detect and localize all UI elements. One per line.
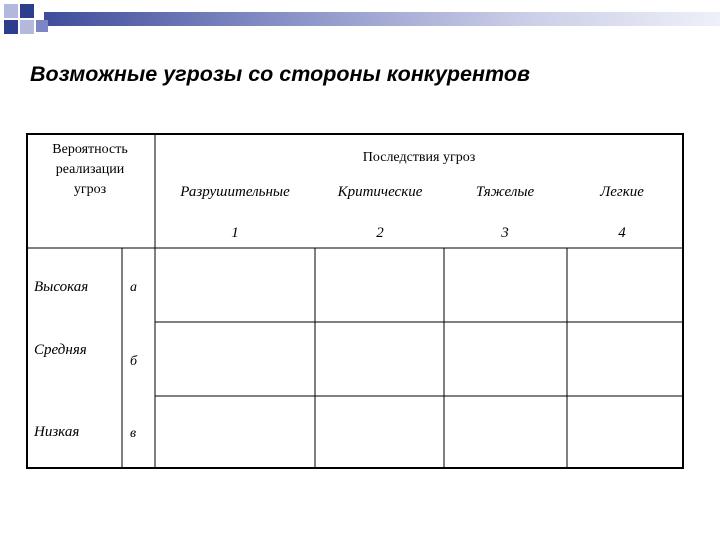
probability-header-line: Вероятность [52,142,128,157]
row-letter: а [130,280,137,295]
row-letter: б [130,354,138,369]
slide-title: Возможные угрозы со стороны конкурентов [30,62,530,86]
column-label-heavy: Тяжелые [475,184,535,200]
row-label-low: Низкая [34,424,80,440]
probability-header [52,140,127,200]
column-label-destructive: Разрушительные [180,184,290,200]
column-number: 4 [618,225,626,241]
probability-header-line: угроз [73,182,107,197]
consequences-header: Последствия угроз [362,150,476,165]
column-label-critical: Критические [337,184,423,200]
column-label-light: Легкие [600,184,644,200]
probability-header-line: реализации [55,162,125,177]
column-number: 3 [501,225,509,241]
row-letter: в [130,426,137,441]
row-label-high: Высокая [34,279,89,295]
row-label-medium: Средняя [34,342,87,358]
column-number: 1 [231,225,239,241]
column-number: 2 [376,225,384,241]
